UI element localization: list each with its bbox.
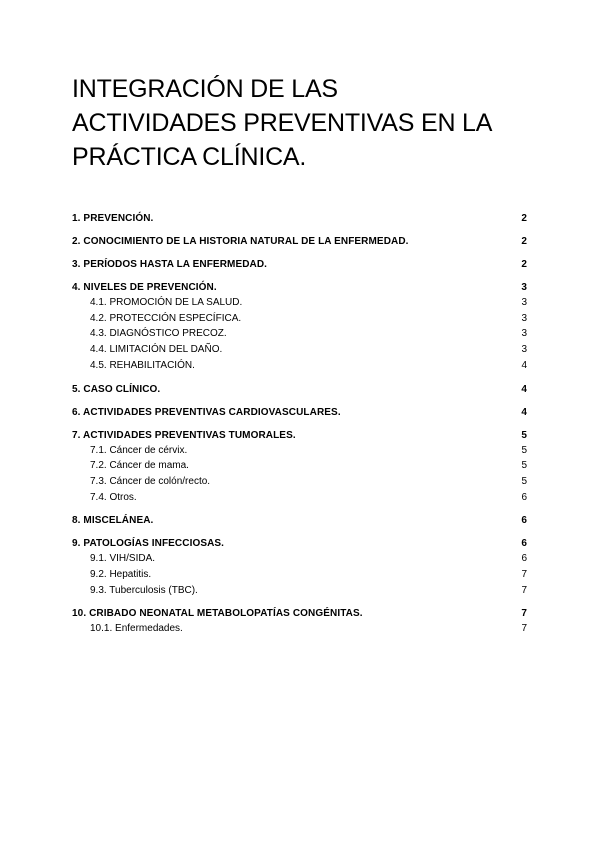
toc-entry-page: 6 bbox=[521, 515, 527, 527]
toc-subentry-label: 7.3. Cáncer de colón/recto. bbox=[90, 475, 211, 487]
toc-entry-label: 5. CASO CLÍNICO. bbox=[72, 383, 161, 395]
toc-entry-page: 3 bbox=[521, 282, 527, 293]
toc-subentry-label: 10.1. Enfermedades. bbox=[90, 623, 183, 635]
toc-section bbox=[72, 536, 527, 598]
toc-subentry-label: 4.3. DIAGNÓSTICO PRECOZ. bbox=[90, 328, 227, 340]
toc-subentry-label: 9.3. Tuberculosis (TBC). bbox=[90, 584, 198, 596]
toc-subentry-page: 3 bbox=[521, 328, 527, 340]
table-of-contents bbox=[72, 211, 527, 645]
toc-section bbox=[72, 513, 527, 528]
toc-entry-page: 7 bbox=[521, 608, 527, 620]
toc-section bbox=[72, 280, 527, 374]
toc-subentry[interactable] bbox=[72, 311, 527, 327]
toc-subentry[interactable] bbox=[72, 358, 527, 374]
toc-section bbox=[72, 428, 527, 506]
toc-entry-page: 5 bbox=[521, 429, 527, 441]
toc-section bbox=[72, 234, 527, 249]
toc-entry-label: 10. CRIBADO NEONATAL METABOLOPATÍAS CONGÉNITAS. bbox=[72, 608, 363, 620]
toc-entry-label: 3. PERÍODOS HASTA LA ENFERMEDAD. bbox=[72, 259, 268, 270]
toc-subentry[interactable] bbox=[72, 326, 527, 342]
toc-entry-label: 4. NIVELES DE PREVENCIÓN. bbox=[72, 282, 217, 293]
toc-entry-page: 2 bbox=[521, 236, 527, 247]
toc-entry-page: 2 bbox=[521, 213, 527, 224]
toc-section bbox=[72, 211, 527, 226]
toc-section bbox=[72, 257, 527, 272]
toc-subentry-page: 6 bbox=[521, 491, 527, 503]
toc-subentry-label: 7.2. Cáncer de mama. bbox=[90, 460, 189, 472]
toc-entry[interactable] bbox=[72, 382, 527, 397]
toc-entry-label: 9. PATOLOGÍAS INFECCIOSAS. bbox=[72, 538, 225, 550]
toc-subentry-page: 3 bbox=[521, 297, 527, 308]
toc-subentry-label: 9.1. VIH/SIDA. bbox=[90, 553, 156, 565]
toc-entry-label: 1. PREVENCIÓN. bbox=[72, 213, 154, 224]
toc-entry[interactable] bbox=[72, 257, 527, 272]
toc-entry-page: 2 bbox=[521, 259, 527, 270]
toc-subentry-page: 7 bbox=[521, 569, 527, 581]
toc-subentry-page: 5 bbox=[521, 475, 527, 487]
toc-entry-label: 6. ACTIVIDADES PREVENTIVAS CARDIOVASCULARES. bbox=[72, 406, 341, 418]
toc-entry[interactable] bbox=[72, 211, 527, 226]
toc-subentry[interactable] bbox=[72, 458, 527, 474]
toc-subentry-page: 7 bbox=[521, 623, 527, 635]
toc-subentry[interactable] bbox=[72, 295, 527, 311]
toc-subentry-label: 7.4. Otros. bbox=[90, 491, 137, 503]
toc-entry-page: 4 bbox=[521, 383, 527, 395]
toc-entry-label: 2. CONOCIMIENTO DE LA HISTORIA NATURAL DE LA ENFERMEDAD. bbox=[72, 236, 409, 247]
toc-subentry-label: 9.2. Hepatitis. bbox=[90, 569, 152, 581]
toc-subentry[interactable] bbox=[72, 583, 527, 599]
toc-subentry-page: 3 bbox=[521, 344, 527, 356]
toc-subentry-page: 5 bbox=[521, 444, 527, 456]
toc-subentry-label: 4.2. PROTECCIÓN ESPECÍFICA. bbox=[90, 312, 242, 324]
toc-entry[interactable] bbox=[72, 428, 527, 443]
toc-entry-page: 6 bbox=[521, 538, 527, 550]
toc-subentry-page: 4 bbox=[521, 359, 527, 371]
toc-subentry[interactable] bbox=[72, 443, 527, 459]
document-title bbox=[72, 72, 542, 174]
toc-section bbox=[72, 606, 527, 637]
toc-entry-label: 7. ACTIVIDADES PREVENTIVAS TUMORALES. bbox=[72, 429, 296, 441]
toc-subentry-label: 4.4. LIMITACIÓN DEL DAÑO. bbox=[90, 344, 223, 356]
toc-subentry[interactable] bbox=[72, 474, 527, 490]
toc-entry[interactable] bbox=[72, 280, 527, 295]
toc-subentry[interactable] bbox=[72, 551, 527, 567]
toc-subentry-label: 4.1. PROMOCIÓN DE LA SALUD. bbox=[90, 297, 243, 308]
toc-entry[interactable] bbox=[72, 405, 527, 420]
toc-subentry-page: 6 bbox=[521, 553, 527, 565]
toc-entry-page: 4 bbox=[521, 406, 527, 418]
toc-entry[interactable] bbox=[72, 606, 527, 621]
toc-subentry-page: 5 bbox=[521, 460, 527, 472]
toc-entry[interactable] bbox=[72, 513, 527, 528]
title-line: INTEGRACIÓN DE LAS bbox=[72, 75, 338, 103]
toc-subentry-page: 7 bbox=[521, 584, 527, 596]
toc-section bbox=[72, 405, 527, 420]
toc-subentry[interactable] bbox=[72, 621, 527, 637]
toc-section bbox=[72, 382, 527, 397]
toc-subentry-page: 3 bbox=[521, 312, 527, 324]
toc-entry[interactable] bbox=[72, 536, 527, 551]
toc-subentry[interactable] bbox=[72, 342, 527, 358]
title-line: PRÁCTICA CLÍNICA. bbox=[72, 143, 307, 171]
toc-subentry[interactable] bbox=[72, 490, 527, 506]
toc-entry[interactable] bbox=[72, 234, 527, 249]
title-line: ACTIVIDADES PREVENTIVAS EN LA bbox=[72, 109, 493, 137]
toc-subentry[interactable] bbox=[72, 567, 527, 583]
toc-subentry-label: 4.5. REHABILITACIÓN. bbox=[90, 359, 195, 371]
toc-entry-label: 8. MISCELÁNEA. bbox=[72, 515, 154, 527]
toc-subentry-label: 7.1. Cáncer de cérvix. bbox=[90, 444, 188, 456]
